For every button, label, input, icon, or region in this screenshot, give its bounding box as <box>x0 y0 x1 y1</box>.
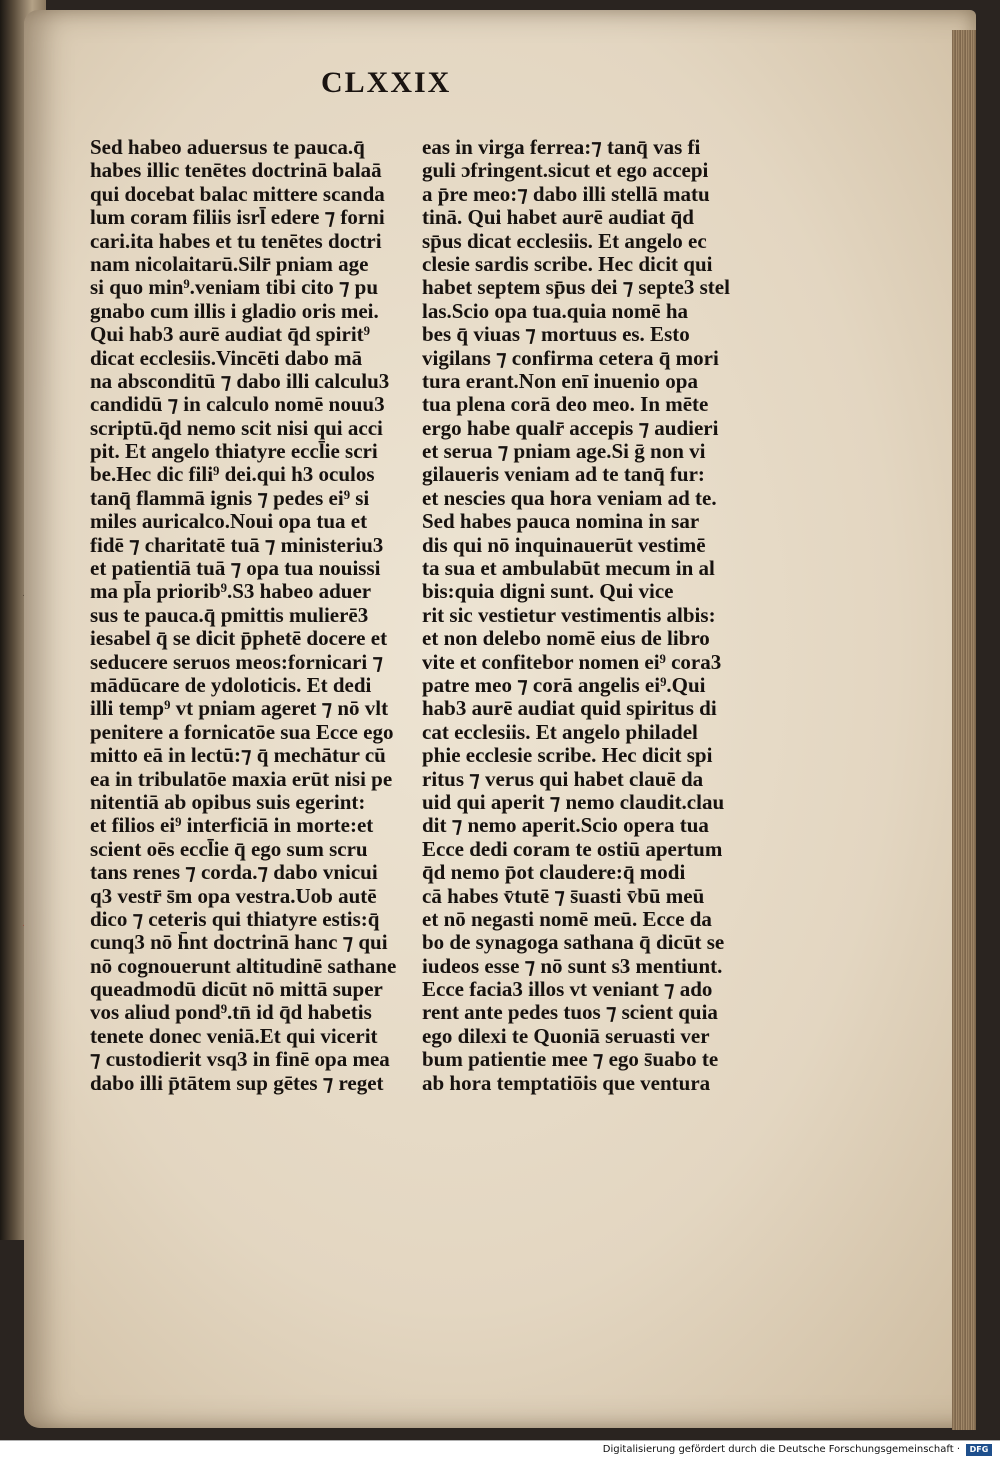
page-fore-edge <box>952 30 976 1430</box>
text-line: fidē ⁊ charitatē tuā ⁊ ministeriu3 <box>90 532 384 557</box>
text-line: eas in virga ferrea:⁊ tanq̄ vas fi <box>422 135 701 159</box>
text-line: habet septem sp̄us dei ⁊ septe3 stel <box>422 275 730 300</box>
text-line: a p̄re meo:⁊ dabo illi stellā matu <box>422 181 710 206</box>
text-line: vos aliud pond⁹.tn̄ id q̄d habetis <box>90 1000 372 1025</box>
book-page <box>24 10 976 1428</box>
text-line: vite et confitebor nomen ei⁹ cora3 <box>422 649 722 674</box>
text-line: tura erant.Non enī inuenio opa <box>422 368 698 393</box>
text-line: scriptū.q̄d nemo scit nisi qui acci <box>90 415 383 440</box>
text-line: ea in tribulatōe maxia erūt nisi pe <box>90 766 393 791</box>
text-line: rit sic vestietur vestimentis albis: <box>422 602 716 627</box>
text-line: ⁊ custodierit vsq3 in finē opa mea <box>90 1047 390 1072</box>
text-line: ab hora temptatiōis que ventura <box>422 1070 711 1095</box>
text-line: tenete donec veniā.Et qui vicerit <box>90 1023 378 1048</box>
text-line: ego dilexi te Quoniā seruasti ver <box>422 1023 710 1048</box>
text-line: dit ⁊ nemo aperit.Scio opera tua <box>422 813 709 838</box>
text-line: ta sua et ambulabūt mecum in al <box>422 556 715 581</box>
text-line: tanq̄ flammā ignis ⁊ pedes ei⁹ si <box>90 485 370 510</box>
funding-credit: Digitalisierung gefördert durch die Deutsche Forschungsgemeinschaft · <box>602 1444 960 1455</box>
text-line: rent ante pedes tuos ⁊ scient quia <box>422 1000 718 1025</box>
text-line: cat ecclesiis. Et angelo philadel <box>422 719 698 744</box>
text-column-right <box>422 136 762 1095</box>
text-line: na absconditū ⁊ dabo illi calculu3 <box>90 368 390 393</box>
text-line: si quo min⁹.veniam tibi cito ⁊ pu <box>90 275 379 300</box>
text-line: mādūcare de ydoloticis. Et dedi <box>90 672 372 697</box>
text-line: sp̄us dicat ecclesiis. Et angelo ec <box>422 228 707 253</box>
text-line: bum patientie mee ⁊ ego s̄uabo te <box>422 1047 719 1072</box>
text-line: queadmodū dicūt nō mittā super <box>90 977 383 1002</box>
text-line: pit. Et angelo thiatyre eccl̄ie scri <box>90 439 378 464</box>
text-line: ergo habe qualr̄ accepis ⁊ audieri <box>422 415 719 440</box>
text-line: Sed habes pauca nomina in sar <box>422 509 700 534</box>
text-line: et nescies qua hora veniam ad te. <box>422 485 717 510</box>
text-line: ritus ⁊ verus qui habet clauē da <box>422 766 704 791</box>
text-line: iesabel q̄ se dicit p̄phetē docere et <box>90 626 388 651</box>
text-line: et filios ei⁹ interficiā in morte:et <box>90 813 374 838</box>
text-line: dabo illi p̄tātem sup gētes ⁊ reget <box>90 1070 384 1095</box>
text-line: seducere seruos meos:fornicari ⁊ <box>90 649 383 674</box>
text-line: bis:quia digni sunt. Qui vice <box>422 579 674 604</box>
text-line: bo de synagoga sathana q̄ dicūt se <box>422 930 725 955</box>
text-line: gnabo cum illis i gladio oris mei. <box>90 298 379 323</box>
text-line: et nō negasti nomē meū. Ecce da <box>422 906 712 931</box>
text-line: nitentiā ab opibus suis egerint: <box>90 789 366 814</box>
text-line: q3 vestr̄ s̄m opa vestra.Uob autē <box>90 883 377 908</box>
text-line: miles auricalco.Noui opa tua et <box>90 509 368 534</box>
text-line: sus te pauca.q̄ pmittis mulierē3 <box>90 602 369 627</box>
text-line: Sed habeo aduersus te pauca.q̄ <box>90 135 365 159</box>
text-line: penitere a fornicatōe sua Ecce ego <box>90 719 394 744</box>
text-line: patre meo ⁊ corā angelis ei⁹.Qui <box>422 672 706 697</box>
text-line: cā habes v̄tutē ⁊ s̄uasti v̄bū meū <box>422 883 705 908</box>
text-line: illi temp⁹ vt pniam ageret ⁊ nō vlt <box>90 696 389 721</box>
text-line: nam nicolaitarū.Silr̄ pniam age <box>90 251 369 276</box>
text-line: et serua ⁊ pniam age.Si ḡ non vi <box>422 439 706 464</box>
text-line: tans renes ⁊ corda.⁊ dabo vnicui <box>90 860 378 885</box>
text-line: nō cognouerunt altitudinē sathane <box>90 953 397 978</box>
folio-number: CLXXIX <box>321 66 452 99</box>
text-line: et non delebo nomē eius de libro <box>422 626 710 651</box>
text-line: guli ɔfringent.sicut et ego accepi <box>422 158 709 183</box>
text-line: iudeos esse ⁊ nō sunt s3 mentiunt. <box>422 953 723 978</box>
text-line: habes illic tenētes doctrinā balaā <box>90 158 382 183</box>
text-line: dis qui nō inquinauerūt vestimē <box>422 532 706 557</box>
text-line: las.Scio opa tua.quia nomē ha <box>422 298 689 323</box>
text-line: tua plena corā deo meo. In mēte <box>422 392 709 417</box>
text-line: tinā. Qui habet aurē audiat q̄d <box>422 205 694 230</box>
text-line: Ecce dedi coram te ostiū apertum <box>422 836 723 861</box>
text-line: Ecce facia3 illos vt veniant ⁊ ado <box>422 977 713 1002</box>
text-line: scient oēs eccl̄ie q̄ ego sum scru <box>90 836 368 861</box>
text-column-left <box>90 136 420 1095</box>
text-line: candidū ⁊ in calculo nomē nouu3 <box>90 392 385 417</box>
footer-bar <box>0 1440 1000 1460</box>
text-line: dico ⁊ ceteris qui thiatyre estis:q̄ <box>90 906 380 931</box>
dfg-logo-icon: DFG <box>966 1444 992 1456</box>
text-line: vigilans ⁊ confirma cetera q̄ mori <box>422 345 719 370</box>
text-line: Qui hab3 aurē audiat q̄d spirit⁹ <box>90 322 370 347</box>
text-line: bes q̄ viuas ⁊ mortuus es. Esto <box>422 322 690 347</box>
text-line: lum coram filiis isrl̄ edere ⁊ forni <box>90 205 385 230</box>
text-line: qui docebat balac mittere scanda <box>90 181 385 206</box>
text-line: dicat ecclesiis.Vincēti dabo mā <box>90 345 363 370</box>
text-line: et patientiā tuā ⁊ opa tua nouissi <box>90 556 381 581</box>
text-line: clesie sardis scribe. Hec dicit qui <box>422 251 713 276</box>
text-line: be.Hec dic fili⁹ dei.qui h3 oculos <box>90 462 375 487</box>
text-line: mitto eā in lectū:⁊ q̄ mechātur cū <box>90 743 386 768</box>
text-line: q̄d nemo p̄ot claudere:q̄ modi <box>422 860 686 885</box>
text-line: ma pl̄a priorib⁹.S3 habeo aduer <box>90 579 372 604</box>
text-line: gilaueris veniam ad te tanq̄ fur: <box>422 462 705 487</box>
text-line: cunq3 nō h̄nt doctrinā hanc ⁊ qui <box>90 930 388 955</box>
text-line: hab3 aurē audiat quid spiritus di <box>422 696 717 721</box>
text-line: cari.ita habes et tu tenētes doctri <box>90 228 382 253</box>
text-line: uid qui aperit ⁊ nemo claudit.clau <box>422 789 725 814</box>
text-line: phie ecclesie scribe. Hec dicit spi <box>422 743 713 768</box>
